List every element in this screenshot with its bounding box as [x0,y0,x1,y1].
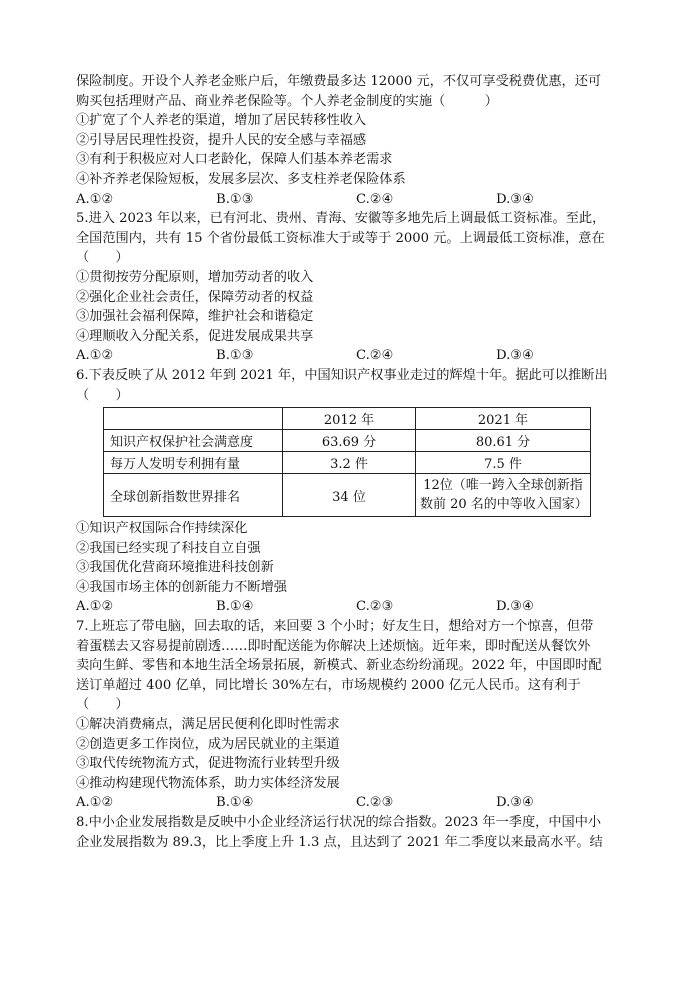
table-cell: 34 位 [283,474,416,517]
q6-statement-4: ④我国市场主体的创新能力不断增强 [76,579,287,595]
q7-stem-line-4: 送订单超过 400 亿单，同比增长 30%左右，市场规模约 2000 亿元人民币。这有利于 [76,677,581,693]
q4-statement-4: ④补齐养老保险短板，发展多层次、多支柱养老保险体系 [76,171,406,187]
q5-statement-3: ③加强社会福利保障，维护社会和谐稳定 [76,309,314,325]
table-row [104,452,591,474]
q7-stem-line-5: （ ） [76,697,129,713]
table-cell: 全球创新指数世界排名 [104,474,283,517]
q5-option-a: A.①② [76,348,114,364]
q5-option-d: D.③④ [496,348,534,364]
q6-option-b: B.①④ [216,599,254,615]
question-7 [76,617,626,813]
q5-statement-2: ②强化企业社会责任，保障劳动者的权益 [76,289,314,305]
question-5 [76,209,626,366]
q7-option-c: C.②③ [356,795,394,811]
q4-option-d: D.③④ [496,191,534,207]
q8-stem-line-1: 8.中小企业发展指数是反映中小企业经济运行状况的综合指数。2023 年一季度，中国中小 [76,815,602,830]
table-cell: 12位（唯一跨入全球创新指数前 20 名的中等收入国家） [416,474,591,517]
q4-statement-3: ③有利于积极应对人口老龄化，保障人们基本养老需求 [76,152,393,168]
q6-statement-3: ③我国优化营商环境推进科技创新 [76,560,274,576]
question-8 [76,813,626,852]
q6-stem-line-2: （ ） [76,387,129,403]
q7-statement-2: ②创造更多工作岗位，成为居民就业的主渠道 [76,736,340,752]
table-cell: 80.61 分 [416,430,591,452]
q4-stem-line-2: 购买包括理财产品、商业养老保险等。个人养老金制度的实施（ ） [76,93,498,109]
q7-options [76,793,626,813]
q6-options [76,597,626,617]
table-cell: 7.5 件 [416,452,591,474]
q7-statement-3: ③取代传统物流方式，促进物流行业转型升级 [76,756,340,772]
q5-statement-1: ①贯彻按劳分配原则，增加劳动者的收入 [76,269,314,285]
table-cell: 3.2 件 [283,452,416,474]
table-header-cell [104,408,283,430]
q5-stem-line-2: 全国范围内，共有 15 个省份最低工资标准大于或等于 2000 元。上调最低工资标准，意在 [76,230,605,246]
table-cell: 63.69 分 [283,430,416,452]
table-cell: 知识产权保护社会满意度 [104,430,283,452]
question-content [76,72,626,852]
q6-stem-line-1: 6.下表反映了从 2012 年到 2021 年，中国知识产权事业走过的辉煌十年。据此可以推断出 [76,367,608,383]
table-cell: 每万人发明专利拥有量 [104,452,283,474]
question-4 [76,72,626,209]
q5-stem-line-3: （ ） [76,250,129,266]
q7-option-d: D.③④ [496,795,534,811]
table-row [104,430,591,452]
table-header-cell: 2021 年 [416,408,591,430]
table-header-cell: 2012 年 [283,408,416,430]
q7-statement-4: ④推动构建现代物流体系，助力实体经济发展 [76,775,340,791]
q4-statement-1: ①扩宽了个人养老的渠道，增加了居民转移性收入 [76,113,367,129]
q6-statement-1: ①知识产权国际合作持续深化 [76,521,248,537]
q4-option-c: C.②④ [356,191,394,207]
q5-options [76,346,626,366]
q6-statement-2: ②我国已经实现了科技自立自强 [76,540,261,556]
q5-option-b: B.①③ [216,348,254,364]
q7-stem-line-2: 着蛋糕去又容易提前剧透……即时配送能为你解决上述烦恼。近年来，即时配送从餐饮外 [76,638,591,654]
q7-stem-line-3: 卖向生鲜、零售和本地生活全场景拓展，新模式、新业态纷纷涌现。2022 年，中国即时配 [76,658,602,674]
q4-options [76,190,626,210]
question-6 [76,366,626,617]
q4-stem-line-1: 保险制度。开设个人养老金账户后，年缴费最多达 12000 元，不仅可享受税费优惠，还可 [76,74,602,89]
q6-option-c: C.②③ [356,599,394,615]
q8-stem-line-2: 企业发展指数为 89.3，比上季度上升 1.3 点，且达到了 2021 年二季度以来最高水平。结 [76,834,603,850]
q7-option-b: B.①④ [216,795,254,811]
q5-option-c: C.②④ [356,348,394,364]
q6-option-d: D.③④ [496,599,534,615]
q4-statement-2: ②引导居民理性投资，提升人民的安全感与幸福感 [76,132,367,148]
q7-stem-line-1: 7.上班忘了带电脑，回去取的话，来回要 3 个小时；好友生日，想给对方一个惊喜，但带 [76,619,594,635]
q6-option-a: A.①② [76,599,114,615]
ip-data-table [103,407,591,517]
q5-statement-4: ④理顺收入分配关系，促进发展成果共享 [76,328,314,344]
q4-option-a: A.①② [76,191,114,207]
q4-option-b: B.①③ [216,191,254,207]
q7-statement-1: ①解决消费痛点，满足居民便利化即时性需求 [76,717,340,733]
q5-stem-line-1: 5.进入 2023 年以来，已有河北、贵州、青海、安徽等多地先后上调最低工资标准。至此， [76,211,606,227]
table-header-row [104,408,591,430]
q7-option-a: A.①② [76,795,114,811]
table-row [104,474,591,517]
